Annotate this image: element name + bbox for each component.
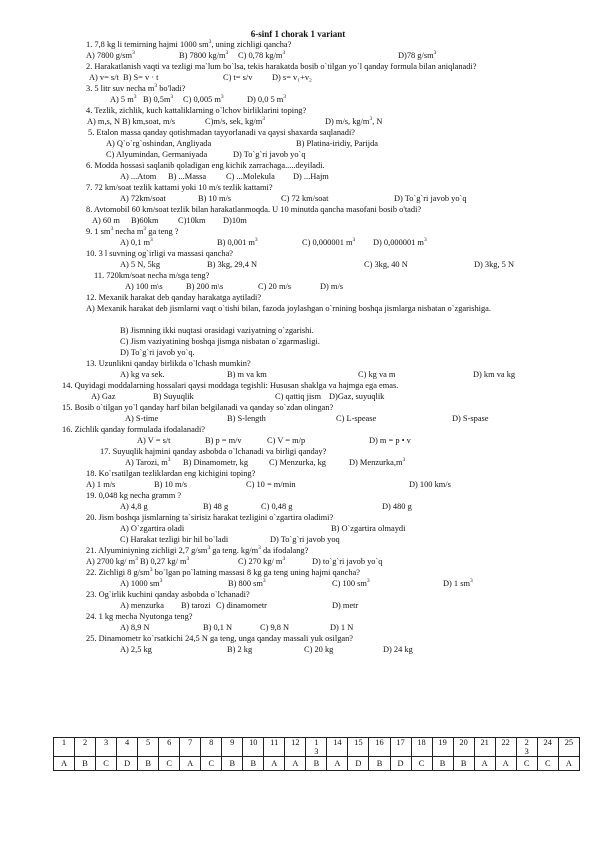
question-number-cell: 5 — [138, 738, 159, 757]
answer-option: C) 20 kg — [304, 645, 334, 654]
answer-option: B) 10 m/s — [154, 480, 188, 489]
question-text: C) Jism vaziyatining boshqa jismga nisbatan o`zgarmasligi. — [120, 337, 320, 346]
answer-option: C) 10 = m/min — [246, 480, 296, 489]
answer-letter-cell: D — [117, 757, 138, 771]
answer-option: B) 200 m\s — [186, 282, 224, 291]
question-text: 11. 720km/soat necha m/sga teng? — [94, 271, 210, 280]
question-number-cell: 8 — [201, 738, 222, 757]
answer-option: D) $Menzurka,m^3$ — [349, 457, 406, 467]
question-number-cell: 24 — [537, 738, 558, 757]
question-number-cell: 21 — [474, 738, 495, 757]
answer-option: D)78 $g/sm^3$ — [398, 50, 437, 60]
answer-option: A) 0,1 $m^3$ — [120, 237, 153, 247]
answer-letter-cell: D — [348, 757, 369, 771]
answer-letter-cell: D — [390, 757, 411, 771]
question-number-cell: 2 — [75, 738, 96, 757]
question-number-cell: 7 — [180, 738, 201, 757]
question-text: 2. Harakatlanish vaqti va tezligi ma`lum bo`lsa, tekis harakatda bosib o`tilgan yo`l qanday formula bilan aniqlanadi? — [86, 62, 477, 71]
answer-option: B) 48 g — [203, 502, 229, 511]
answer-letter-cell: B — [432, 757, 453, 771]
answer-option: A) V = s/t — [137, 436, 171, 445]
answer-letter-cell: A — [264, 757, 285, 771]
answer-option: C) 0,000001 $m^3$ — [302, 237, 356, 247]
answer-option: D) To`g`ri javob yoq — [270, 535, 340, 544]
answer-option: D) 0,0 5 $m^3$ — [247, 94, 287, 104]
question-text: 12. Mexanik harakat deb qanday harakatga aytiladi? — [86, 293, 262, 302]
answer-key-table — [53, 737, 580, 771]
answer-option: A) 8,9 N — [120, 623, 150, 632]
question-number-cell: 22 — [495, 738, 516, 757]
answer-option: C) 100 $sm^3$ — [332, 578, 370, 588]
answer-letter-cell: B — [138, 757, 159, 771]
answer-option: A) 2,5 kg — [120, 645, 152, 654]
question-text: 24. 1 kg mecha Nyutonga teng? — [86, 612, 193, 621]
answer-option: B) O`zgartira olmaydi — [331, 524, 406, 533]
answer-option: A) kg va sek. — [120, 370, 165, 379]
answer-letter-cell: A — [558, 757, 579, 771]
answer-option: D) 0,000001 $m^3$ — [373, 237, 427, 247]
answer-option: D) 100 km/s — [409, 480, 451, 489]
answer-option: A) 5 $m^3$ — [110, 94, 137, 104]
question-text: 1. 7,8 kg li temirning hajmi 1000 $sm^3$, uning zichligi qancha? — [86, 39, 292, 49]
question-text: 8. Avtomobil 60 km/soat tezlik bilan harakatlanmoqda. U 10 minutda qancha masofani bosib o'tadi? — [86, 205, 422, 214]
answer-option: D) to`g`ri javob yo`q — [312, 557, 383, 566]
answer-letter-cell: C — [96, 757, 117, 771]
answer-option: B) Platina-iridiy, Parijda — [296, 139, 379, 148]
question-number-cell: 16 — [369, 738, 390, 757]
answer-option: C) 9,8 N — [260, 623, 290, 632]
answer-option: A) Tarozi, $m^3$ — [125, 457, 171, 467]
answer-option: A) O`zgartira oladi — [120, 524, 185, 533]
answer-option: C) dinamometr — [216, 601, 267, 610]
answer-option: B) p = m/v — [205, 436, 242, 445]
answer-option: A) 60 m — [92, 216, 120, 225]
answer-letter-cell: B — [243, 757, 264, 771]
answer-option: C) L-spease — [336, 414, 377, 423]
question-text: 23. Og`irlik kuchini qanday asbobda o`lchanadi? — [86, 590, 250, 599]
question-text: 10. 3 l suvning og`irligi va massasi qancha? — [86, 249, 234, 258]
question-text: 22. Zichligi 8 $g/sm^3$ bo`lgan po`latning massasi 8 kg ga teng uning hajmi qancha? — [86, 567, 360, 577]
answer-letter-cell: B — [369, 757, 390, 771]
answer-option: D) To`g`ri javob yo`q — [394, 194, 467, 203]
answer-option: C)m/s, sek, $kg/m^3$ — [205, 116, 265, 126]
answer-letter-cell: A — [180, 757, 201, 771]
answer-option: A) 2700 kg/ $m^3$ — [86, 556, 138, 566]
question-text: 15. Bosib o`tilgan yo`l qanday harf bilan belgilanadi va qanday so`zdan olingan? — [62, 403, 334, 412]
answer-option: C) 0,48 g — [261, 502, 293, 511]
answer-option: C) 20 m/s — [258, 282, 292, 291]
answer-option: C) Alyumindan, Germaniyada — [106, 150, 208, 159]
question-text: 21. Alyuminiyning zichligi 2,7 $g/sm^3$ ga teng. $kg/m^3$ da ifodalang? — [86, 545, 309, 555]
answer-option: C) Harakat tezligi bir hil bo`ladi — [120, 535, 229, 544]
answer-option: B) tarozi — [181, 601, 211, 610]
answer-option: D) metr — [332, 601, 359, 610]
answer-letter-cell: A — [495, 757, 516, 771]
answer-letter-cell: B — [222, 757, 243, 771]
answer-option: B) 0,1 N — [203, 623, 233, 632]
answer-option: B) S-length — [227, 414, 266, 423]
answer-option: B) S= v · t — [123, 73, 159, 82]
question-number-cell: 15 — [348, 738, 369, 757]
answer-letter-cell: C — [159, 757, 180, 771]
question-number-cell: 14 — [327, 738, 348, 757]
answer-option: B) 7800 $kg/m^3$ — [179, 50, 229, 60]
answer-option: C) t= s/v — [223, 73, 253, 82]
question-text: 9. 1 $sm^3$ necha $m^3$ ga teng ? — [86, 226, 179, 236]
answer-letter-cell: B — [453, 757, 474, 771]
answer-option: D)10m — [223, 216, 247, 225]
answer-option: D) 1 $sm^3$ — [443, 578, 473, 588]
question-number-cell: 1 3 — [306, 738, 327, 757]
answer-option: B) ...Massa — [168, 172, 207, 181]
answer-letter-cell: B — [75, 757, 96, 771]
answer-option: B) 0,27 kg/ $m^3$ — [140, 556, 190, 566]
answer-option: D) m = p • v — [369, 436, 411, 445]
answer-option: A) Q`o`rg`oshindan, Angliyada — [106, 139, 212, 148]
answer-option: C) qattiq jism — [275, 392, 322, 401]
answer-option: D) s= v₁+v₂ — [272, 73, 312, 82]
answer-option: C) 72 km/soat — [281, 194, 329, 203]
question-text: 14. Quyidagi moddalarning hossalari qaysi moddaga tegishli: Hususan shaklga va hajmga ega emas. — [62, 381, 399, 390]
answer-option: D) 480 g — [382, 502, 412, 511]
question-text: 6. Modda hossasi saqlanib qoladigan eng kichik zarrachaga.....deyiladi. — [86, 161, 325, 170]
answer-letter-cell: A — [54, 757, 75, 771]
question-number-cell: 6 — [159, 738, 180, 757]
answer-option: D) m/s — [320, 282, 344, 291]
answer-option: A) 4,8 g — [120, 502, 148, 511]
question-text: 17. Suyuqlik hajmini qanday asbobda o`lchanadi va birligi qanday? — [100, 447, 327, 456]
question-text: 19. 0,048 kg necha gramm ? — [86, 491, 182, 500]
answer-letter-cell: C — [201, 757, 222, 771]
document-title: 6-sinf 1 chorak 1 variant — [250, 29, 346, 39]
answer-option: C) 0,005 $m^3$ — [183, 94, 224, 104]
answer-option: B) Suyuqlik — [153, 392, 194, 401]
answer-letter-cell: B — [306, 757, 327, 771]
answer-option: B) km,soat, m/s — [122, 117, 176, 126]
answer-option: A) 7800 $g/sm^3$ — [86, 50, 135, 60]
question-text: 18. Ko`rsatilgan tezliklardan eng kichigini toping? — [86, 469, 256, 478]
answer-letter-cell: A — [327, 757, 348, 771]
question-text: 3. 5 litr suv necha $m^3$ bo'ladi? — [86, 83, 186, 93]
answer-option: C) Menzurka, kg — [269, 458, 326, 467]
question-text: 16. Zichlik qanday formulada ifodalanadi? — [62, 425, 206, 434]
question-text: B) Jismning ikki nuqtasi orasidagi vaziyatning o`zgarishi. — [120, 326, 314, 335]
answer-option: C) ...Molekula — [226, 172, 275, 181]
question-number-cell: 19 — [432, 738, 453, 757]
question-number-cell: 1 — [54, 738, 75, 757]
answer-option: B) 0,001 $m^3$ — [217, 237, 258, 247]
answer-option: A) m,s, N — [87, 117, 121, 126]
answer-option: D)Gaz, suyuqlik — [329, 392, 385, 401]
answer-letter-cell: C — [537, 757, 558, 771]
question-number-cell: 12 — [285, 738, 306, 757]
answer-option: B) 800 $sm^3$ — [228, 578, 266, 588]
question-number-cell: 3 — [96, 738, 117, 757]
answer-option: D) To`g`ri javob yo`q — [233, 150, 306, 159]
question-number-cell: 9 — [222, 738, 243, 757]
question-text: D) To`g`ri javob yo`q. — [120, 348, 195, 357]
question-text: 25. Dinamometr ko`rsatkichi 24,5 N ga teng, unga qanday massali yuk osilgan? — [86, 634, 354, 643]
question-text: 13. Uzunlikni qanday birlikda o`lchash mumkin? — [86, 359, 251, 368]
answer-option: D) 24 kg — [383, 645, 413, 654]
question-number-cell: 11 — [264, 738, 285, 757]
answer-option: C) 3kg, 40 N — [364, 260, 408, 269]
answer-letter-cell: C — [411, 757, 432, 771]
answer-option: A) Gaz — [91, 392, 116, 401]
answer-option: A) ...Atom — [120, 172, 157, 181]
question-number-cell: 10 — [243, 738, 264, 757]
answer-option: B) 3kg, 29,4 N — [207, 260, 258, 269]
answer-option: C) 270 kg/ $m^3$ — [238, 556, 286, 566]
question-text: 5. Etalon massa qanday qotishmadan tayyorlanadi va qaysi shaxarda saqlanadi? — [88, 128, 355, 137]
answer-letter-cell: A — [285, 757, 306, 771]
answer-option: A) 1000 $sm^3$ — [120, 578, 163, 588]
answer-key-numbers-row — [54, 738, 580, 757]
answer-option: A) 72km/soat — [120, 194, 166, 203]
answer-letter-cell: C — [516, 757, 537, 771]
answer-option: A) 100 m\s — [125, 282, 163, 291]
question-number-cell: 20 — [453, 738, 474, 757]
answer-option: A) 5 N, 5kg — [120, 260, 161, 269]
answer-option: B) 2 kg — [227, 645, 253, 654]
question-number-cell: 18 — [411, 738, 432, 757]
question-number-cell: 2 3 — [516, 738, 537, 757]
answer-option: D) ...Hajm — [293, 172, 329, 181]
answer-option: B) 10 m/s — [198, 194, 232, 203]
answer-option: C)10km — [178, 216, 206, 225]
answer-key-answers-row — [54, 757, 580, 771]
question-number-cell: 17 — [390, 738, 411, 757]
answer-letter-cell: A — [474, 757, 495, 771]
question-text: 7. 72 km/soat tezlik kattami yoki 10 m/s tezlik kattami? — [86, 183, 273, 192]
question-number-cell: 25 — [558, 738, 579, 757]
answer-option: A) 1 m/s — [86, 480, 116, 489]
answer-option: C) 0,78 $kg/m^3$ — [238, 50, 286, 60]
answer-option: D) 3kg, 5 N — [474, 260, 515, 269]
answer-option: B) m va km — [227, 370, 267, 379]
answer-option: B) Dinamometr, kg — [183, 458, 249, 467]
answer-option: A) S-time — [125, 414, 159, 423]
answer-option: D) S-spase — [452, 414, 489, 423]
answer-option: A) v= s/t — [89, 73, 119, 82]
answer-option: D) 1 N — [330, 623, 354, 632]
answer-option: B)60km — [131, 216, 159, 225]
question-text: 4. Tezlik, zichlik, kuch kattaliklarning o`lchov birliklarini toping? — [86, 106, 307, 115]
question-text: 20. Jism boshqa jismlarning ta`sirisiz harakat tezligini o`zgartira oladimi? — [86, 513, 334, 522]
answer-option: B) $0,5m^3$ — [143, 94, 174, 104]
answer-option: C) kg va m — [358, 370, 396, 379]
question-text: A) Mexanik harakat deb jismlarni vaqt o`tishi bilan, fazoda joylashgan o`rnining boshqa jismlarga nisbatan o`zgarishiga. — [86, 304, 491, 313]
answer-option: C) V = m/p — [267, 436, 306, 445]
question-number-cell: 4 — [117, 738, 138, 757]
answer-option: D) km va kg — [473, 370, 516, 379]
answer-option: A) menzurka — [120, 601, 164, 610]
answer-option: D) m/s, $kg/m^3$, N — [325, 116, 383, 126]
